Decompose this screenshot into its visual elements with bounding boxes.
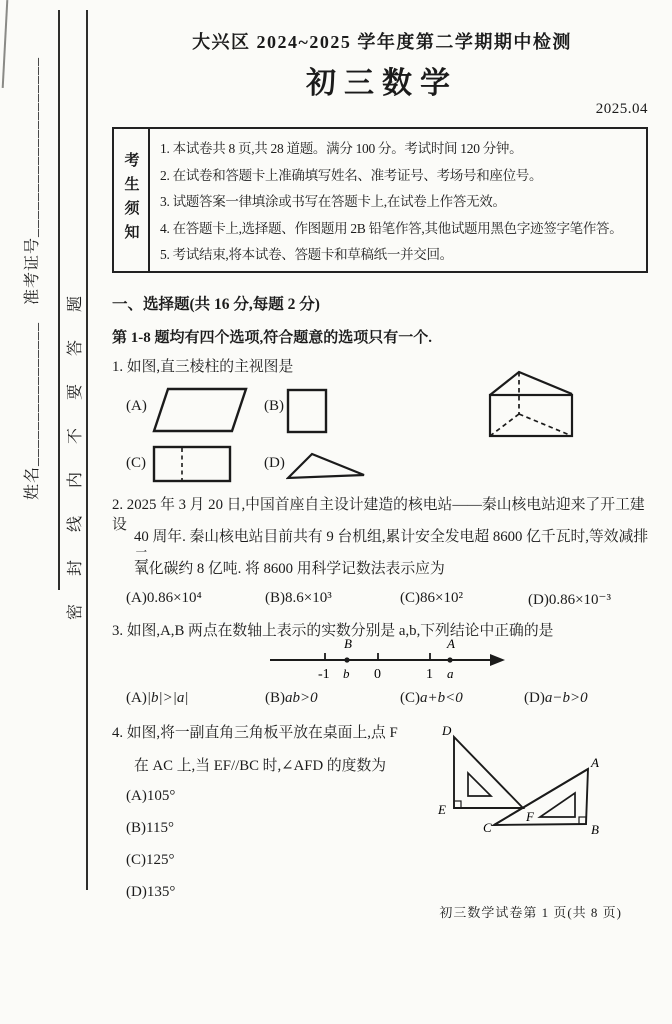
q4-option-a (126, 788, 175, 805)
number-line-arrowhead (490, 654, 505, 666)
notice-side-cell (114, 129, 150, 271)
q3-option-b (265, 690, 318, 707)
vertex-e-label: E (438, 802, 446, 817)
candidate-notice-box (112, 127, 648, 273)
q2-option-a-label: (A) (126, 590, 147, 606)
tick-neg1-label: -1 (318, 667, 330, 682)
q2-option-c (400, 590, 463, 607)
point-a-dot (447, 657, 452, 662)
q4-option-d-value: 135° (146, 884, 176, 900)
q2-option-b (265, 590, 332, 607)
seal-fold-line-inner (58, 10, 60, 590)
q2-option-d (528, 590, 611, 609)
q2-option-d-label: (D) (528, 592, 549, 608)
question2-options-row (112, 590, 656, 614)
q3-option-c-value: a+b<0 (420, 690, 463, 706)
q3-option-b-label: (B) (265, 690, 285, 706)
triangle-def (454, 737, 523, 808)
subject-title: 初三数学 (306, 67, 458, 100)
notice-item: 2. 在试卷和答题卡上准确填写姓名、准考证号、考场号和座位号。 (160, 167, 543, 183)
seal-line-warning-text: 密 封 线 内 不 要 答 题 (67, 290, 84, 621)
notice-item: 3. 试题答案一律填涂或书写在答题卡上,在试卷上作答无效。 (160, 194, 506, 209)
q4-option-c (126, 852, 175, 869)
question2-stem-line3: 氧化碳约 8 亿吨. 将 8600 用科学记数法表示应为 (134, 561, 445, 577)
footer-page-info: 初三数学试卷第 1 页(共 8 页) (439, 905, 622, 920)
q3-option-d-label: (D) (524, 690, 545, 706)
notice-item: 5. 考试结束,将本试卷、答题卡和草稿纸一并交回。 (160, 247, 453, 262)
parallelogram-shape (154, 389, 246, 431)
q1-option-b-label: (B) (264, 398, 284, 414)
q2-option-c-value: 86×10² (420, 590, 463, 606)
section1-instruction: 第 1-8 题均有四个选项,符合题意的选项只有一个. (112, 330, 432, 346)
q3-option-b-value: ab>0 (285, 690, 318, 706)
question4-set-squares-figure (428, 722, 613, 847)
student-name-id-fields: 姓名________________ 准考证号____________________ (24, 56, 41, 500)
point-b-label: B (344, 636, 352, 651)
notice-item: 4. 在答题卡上,选择题、作图题用 2B 铅笔作答,其他试题用黑色字迹签字笔作答。 (160, 220, 623, 236)
q4-option-a-value: 105° (146, 788, 176, 804)
seal-fold-line-outer (86, 10, 88, 890)
q3-option-a (126, 690, 188, 707)
q1-option-b-square-figure (286, 388, 328, 434)
tick-1-label: 1 (426, 667, 433, 682)
q4-option-b-value: 115° (146, 820, 174, 836)
q4-option-c-value: 125° (146, 852, 175, 868)
q2-option-a-value: 0.86×10⁴ (146, 590, 202, 606)
question4-stem-line1: 4. 如图,将一副直角三角板平放在桌面上,点 F (112, 725, 398, 741)
question1-stem: 1. 如图,直三棱柱的主视图是 (112, 359, 294, 375)
vertex-a-label: A (591, 755, 599, 770)
q1-option-a-label: (A) (126, 398, 147, 414)
prism-hidden-edge-left (490, 414, 519, 436)
q4-option-c-label: (C) (126, 852, 146, 868)
triangle-abc-inner-hole (540, 793, 575, 817)
question2-stem-line2: 40 周年. 秦山核电站目前共有 9 台机组,累计安全发电超 8600 亿千瓦时,等效减排二 (134, 529, 649, 565)
q3-option-c-label: (C) (400, 690, 420, 706)
notice-list (150, 129, 646, 271)
right-angle-marker-e (454, 801, 461, 808)
section1-heading: 一、选择题(共 16 分,每题 2 分) (112, 296, 320, 313)
q3-option-d (524, 690, 588, 707)
q1-option-d-label: (D) (264, 455, 285, 471)
vertex-c-label: C (483, 820, 492, 835)
exam-title: 大兴区 2024~2025 学年度第二学期期中检测 (192, 32, 572, 52)
exam-date: 2025.04 (595, 101, 648, 117)
triangle-def-inner-hole (468, 773, 491, 796)
rectangle-shape (154, 447, 230, 481)
point-b-dot (344, 657, 349, 662)
q2-option-a (126, 590, 202, 607)
question3-options-row (112, 690, 656, 714)
q1-triangular-prism-figure (485, 368, 577, 442)
vertex-d-label: D (442, 723, 452, 738)
q2-option-b-value: 8.6×10³ (285, 590, 332, 606)
q3-option-a-value: |b|>|a| (146, 690, 189, 706)
square-shape (288, 390, 326, 432)
scan-edge-artifact (2, 0, 9, 88)
prism-front-rect (490, 395, 572, 436)
vertex-b-label: B (591, 822, 599, 837)
point-a-value-label: a (447, 666, 454, 681)
q1-option-c-label: (C) (126, 455, 146, 471)
q3-option-c (400, 690, 463, 707)
q1-option-d-triangle-figure (286, 452, 368, 482)
q2-option-d-value: 0.86×10⁻³ (548, 592, 611, 608)
right-angle-marker-b (579, 817, 586, 824)
q2-option-c-label: (C) (400, 590, 420, 606)
q4-option-d (126, 884, 175, 901)
q1-option-a-parallelogram-figure (152, 387, 248, 433)
question1-figures (112, 366, 652, 498)
q4-option-a-label: (A) (126, 788, 147, 804)
q3-option-a-label: (A) (126, 690, 147, 706)
q2-option-b-label: (B) (265, 590, 285, 606)
notice-item: 1. 本试卷共 8 页,共 28 道题。满分 100 分。考试时间 120 分钟。 (160, 141, 523, 156)
point-a-label: A (447, 636, 455, 651)
question3-stem: 3. 如图,A,B 两点在数轴上表示的实数分别是 a,b,下列结论中正确的是 (112, 623, 554, 639)
triangle-shape (288, 454, 364, 478)
question4-stem-line2: 在 AC 上,当 EF//BC 时,∠AFD 的度数为 (134, 758, 387, 774)
question3-number-line-figure (268, 636, 508, 684)
notice-side-label: 考生须知 (122, 152, 139, 248)
q4-option-d-label: (D) (126, 884, 147, 900)
question2-stem-line1: 2. 2025 年 3 月 20 日,中国首座自主设计建造的核电站——秦山核电站迎来了开工建设 (112, 497, 645, 533)
q3-option-d-value: a−b>0 (544, 690, 588, 706)
tick-0-label: 0 (374, 667, 381, 682)
point-b-value-label: b (343, 666, 350, 681)
q1-option-c-rectangle-figure (152, 445, 232, 483)
q4-option-b-label: (B) (126, 820, 146, 836)
q4-option-b (126, 820, 174, 837)
vertex-f-label: F (526, 809, 534, 824)
prism-top-edges (490, 372, 572, 395)
prism-hidden-edge-right (519, 414, 572, 436)
